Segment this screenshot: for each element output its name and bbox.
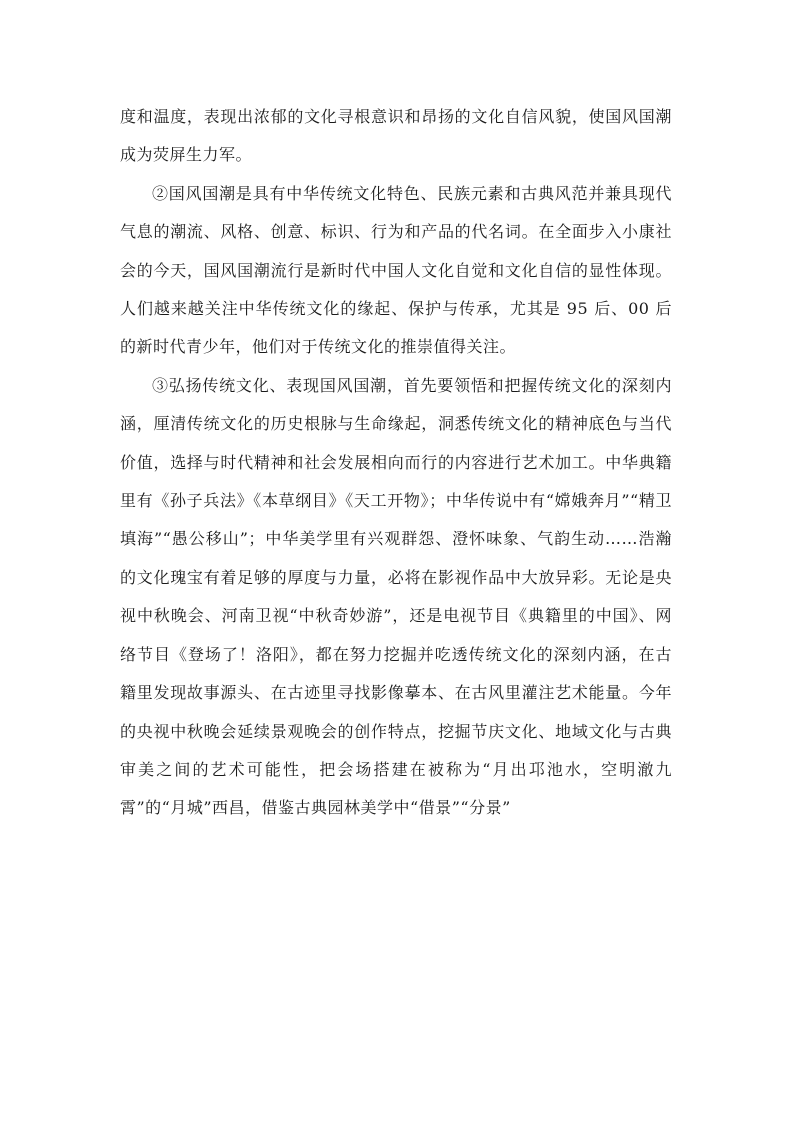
paragraph-continuation: 度和温度，表现出浓郁的文化寻根意识和昂扬的文化自信风貌，使国风国潮成为荧屏生力军。 [120,107,672,165]
paragraph-3: ③弘扬传统文化、表现国风国潮，首先要领悟和把握传统文化的深刻内涵，厘清传统文化的历史根脉与生命缘起，洞悉传统文化的精神底色与当代价值，选择与时代精神和社会发展相向而行的内容进行艺术加工。中华典籍里有《孙子兵法》《本草纲目》《天工开物》；中华传说中有“嫦娥奔月”“精卫填海”“愚公移山”；中华美学里有兴观群怨、澄怀味象、气韵生动……浩瀚的文化瑰宝有着足够的厚度与力量，必将在影视作品中大放异彩。无论是央视中秋晚会、河南卫视“中秋奇妙游”，还是电视节目《典籍里的中国》、网络节目《登场了！洛阳》，都在努力挖掘并吃透传统文化的深刻内涵，在古籍里发现故事源头、在古迹里寻找影像摹本、在古风里灌注艺术能量。今年的央视中秋晚会延续景观晚会的创作特点，挖掘节庆文化、地域文化与古典审美之间的艺术可能性，把会场搭建在被称为“月出邛池水，空明澈九霄”的“月城”西昌，借鉴古典园林美学中“借景”“分景” [120,375,672,818]
paragraph-2: ②国风国潮是具有中华传统文化特色、民族元素和古典风范并兼具现代气息的潮流、风格、创意、标识、行为和产品的代名词。在全面步入小康社会的今天，国风国潮流行是新时代中国人文化自觉和文化自信的显性体现。人们越来越关注中华传统文化的缘起、保护与传承，尤其是 95 后、00 后的新时代青少年，他们对于传统文化的推崇值得关注。 [120,183,672,357]
body-text [120,98,672,828]
